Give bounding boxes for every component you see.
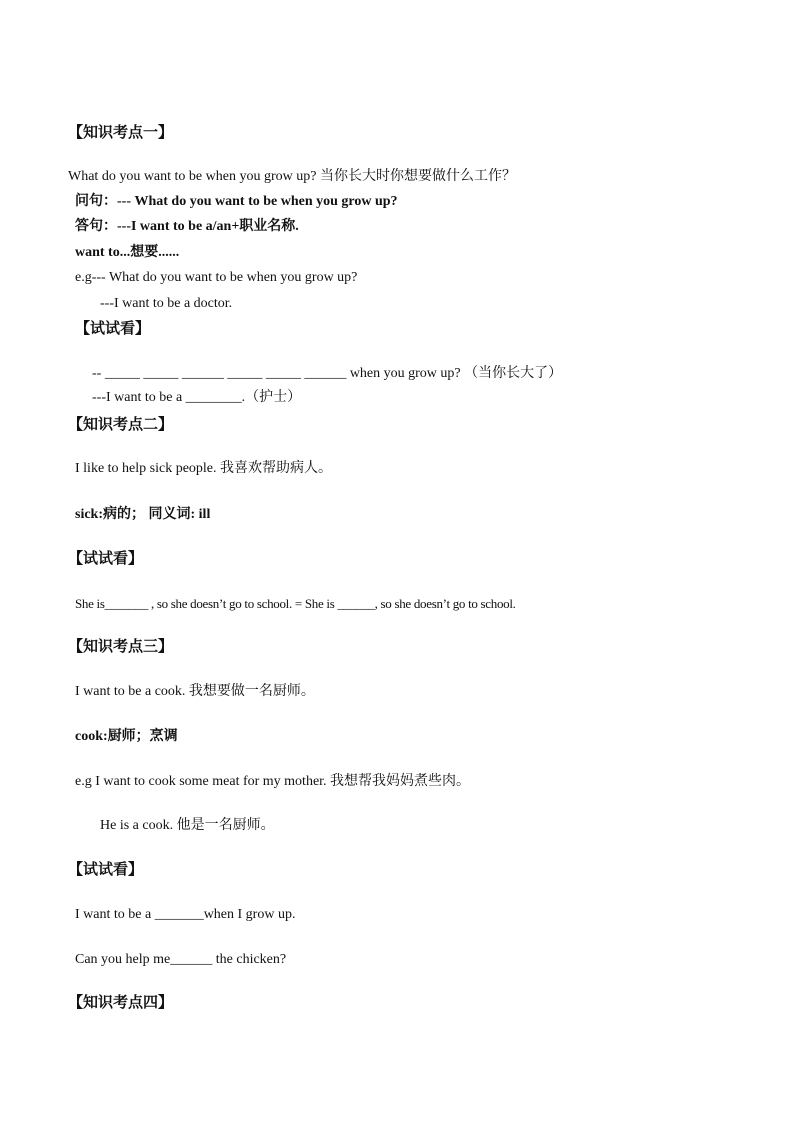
section3-vocab: cook:厨师；烹调	[75, 729, 178, 744]
practice3-line2: Can you help me______ the chicken?	[75, 952, 287, 967]
section1-ask-pattern: 问句：--- What do you want to be when you grow up?	[75, 194, 398, 209]
section3-example2: He is a cook. 他是一名厨师。	[100, 818, 275, 833]
practice1-line1: -- _____ _____ ______ _____ _____ ______ when you grow up? （当你长大了）	[92, 366, 563, 381]
practice2-heading: 【试试看】	[68, 551, 144, 567]
practice3-heading: 【试试看】	[68, 862, 144, 878]
section3-example1: e.g I want to cook some meat for my mother. 我想帮我妈妈煮些肉。	[75, 774, 471, 789]
section2-sentence: I like to help sick people. 我喜欢帮助病人。	[75, 461, 333, 476]
practice2-line1: She is_______ , so she doesn’t go to school. = She is ______, so she doesn’t go to school.	[75, 596, 516, 611]
section2-heading: 【知识考点二】	[68, 417, 174, 433]
section1-example-answer: ---I want to be a doctor.	[100, 296, 233, 311]
practice1-heading: 【试试看】	[75, 321, 151, 337]
practice1-line2: ---I want to be a ________.（护士）	[92, 390, 302, 405]
section1-answer-pattern: 答句：---I want to be a/an+职业名称.	[75, 219, 299, 234]
section1-question-line: What do you want to be when you grow up? 当你长大时你想要做什么工作？	[68, 169, 516, 184]
section1-heading: 【知识考点一】	[68, 125, 174, 141]
section3-heading: 【知识考点三】	[68, 639, 174, 655]
practice3-line1: I want to be a _______when I grow up.	[75, 907, 296, 922]
section3-sentence: I want to be a cook. 我想要做一名厨师。	[75, 684, 315, 699]
section2-vocab: sick:病的； 同义词: ill	[75, 507, 211, 522]
section1-example-question: e.g--- What do you want to be when you grow up?	[75, 270, 358, 285]
section1-want-to: want to...想要......	[75, 245, 180, 260]
section4-heading: 【知识考点四】	[68, 995, 174, 1011]
